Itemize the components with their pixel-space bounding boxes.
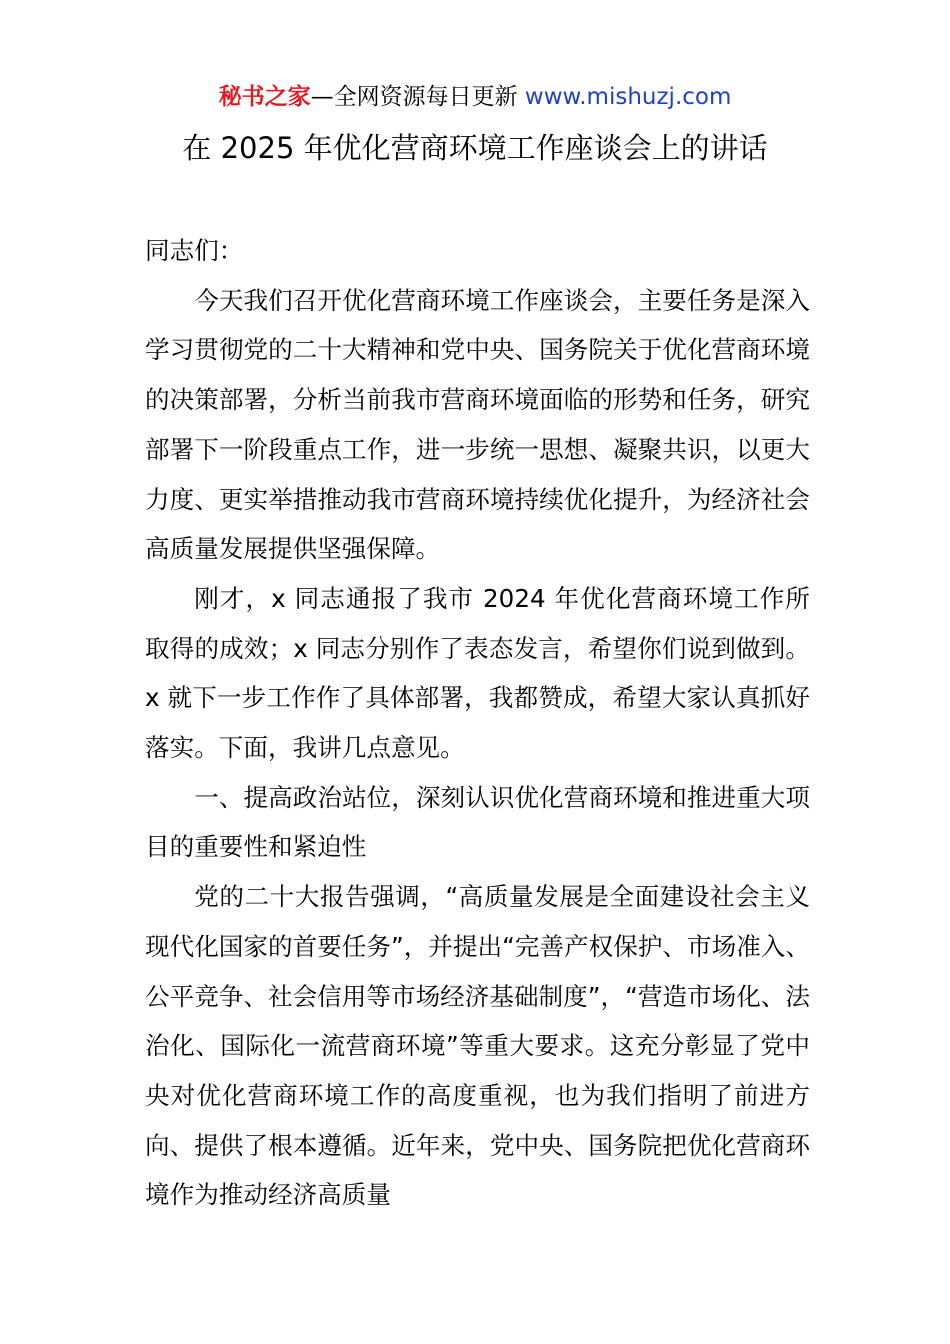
paragraph-section-1: 党的二十大报告强调，“高质量发展是全面建设社会主义现代化国家的首要任务”，并提出“完善产权保护、市场准入、公平竞争、社会信用等市场经济基础制度”，“营造市场化、法治化、国际化一流营商环境”等重大要求。这充分彰显了党中央对优化营商环境工作的高度重视，也为我们指明了前进方向、提供了根本遵循。近年来，党中央、国务院把优化营商环境作为推动经济高质量 [145, 882, 811, 1210]
paragraph-intro: 今天我们召开优化营商环境工作座谈会，主要任务是深入学习贯彻党的二十大精神和党中央、国务院关于优化营商环境的决策部署，分析当前我市营商环境面临的形势和任务，研究部署下一阶段重点工作，进一步统一思想、凝聚共识，以更大力度、更实举措推动我市营商环境持续优化提升，为经济社会高质量发展提供坚强保障。 [145, 285, 810, 564]
site-link[interactable]: www.mishuzj.com [524, 84, 732, 110]
paragraph-review: 刚才，x 同志通报了我市 2024 年优化营商环境工作所取得的成效；x 同志分别作了表态发言，希望你们说到做到。x 就下一步工作作了具体部署，我都赞成，希望大家认真抓好落实。下面，我讲几点意见。 [145, 583, 810, 763]
salutation: 同志们： [145, 236, 244, 265]
header-tagline: —全网资源每日更新 [310, 84, 525, 110]
document-title: 在 2025 年优化营商环境工作座谈会上的讲话 [182, 131, 768, 165]
site-header [0, 82, 950, 112]
brand-name: 秘书之家 [218, 84, 311, 110]
document-body [145, 226, 810, 1220]
section-heading-1: 一、提高政治站位，深刻认识优化营商环境和推进重大项目的重要性和紧迫性 [145, 782, 810, 862]
